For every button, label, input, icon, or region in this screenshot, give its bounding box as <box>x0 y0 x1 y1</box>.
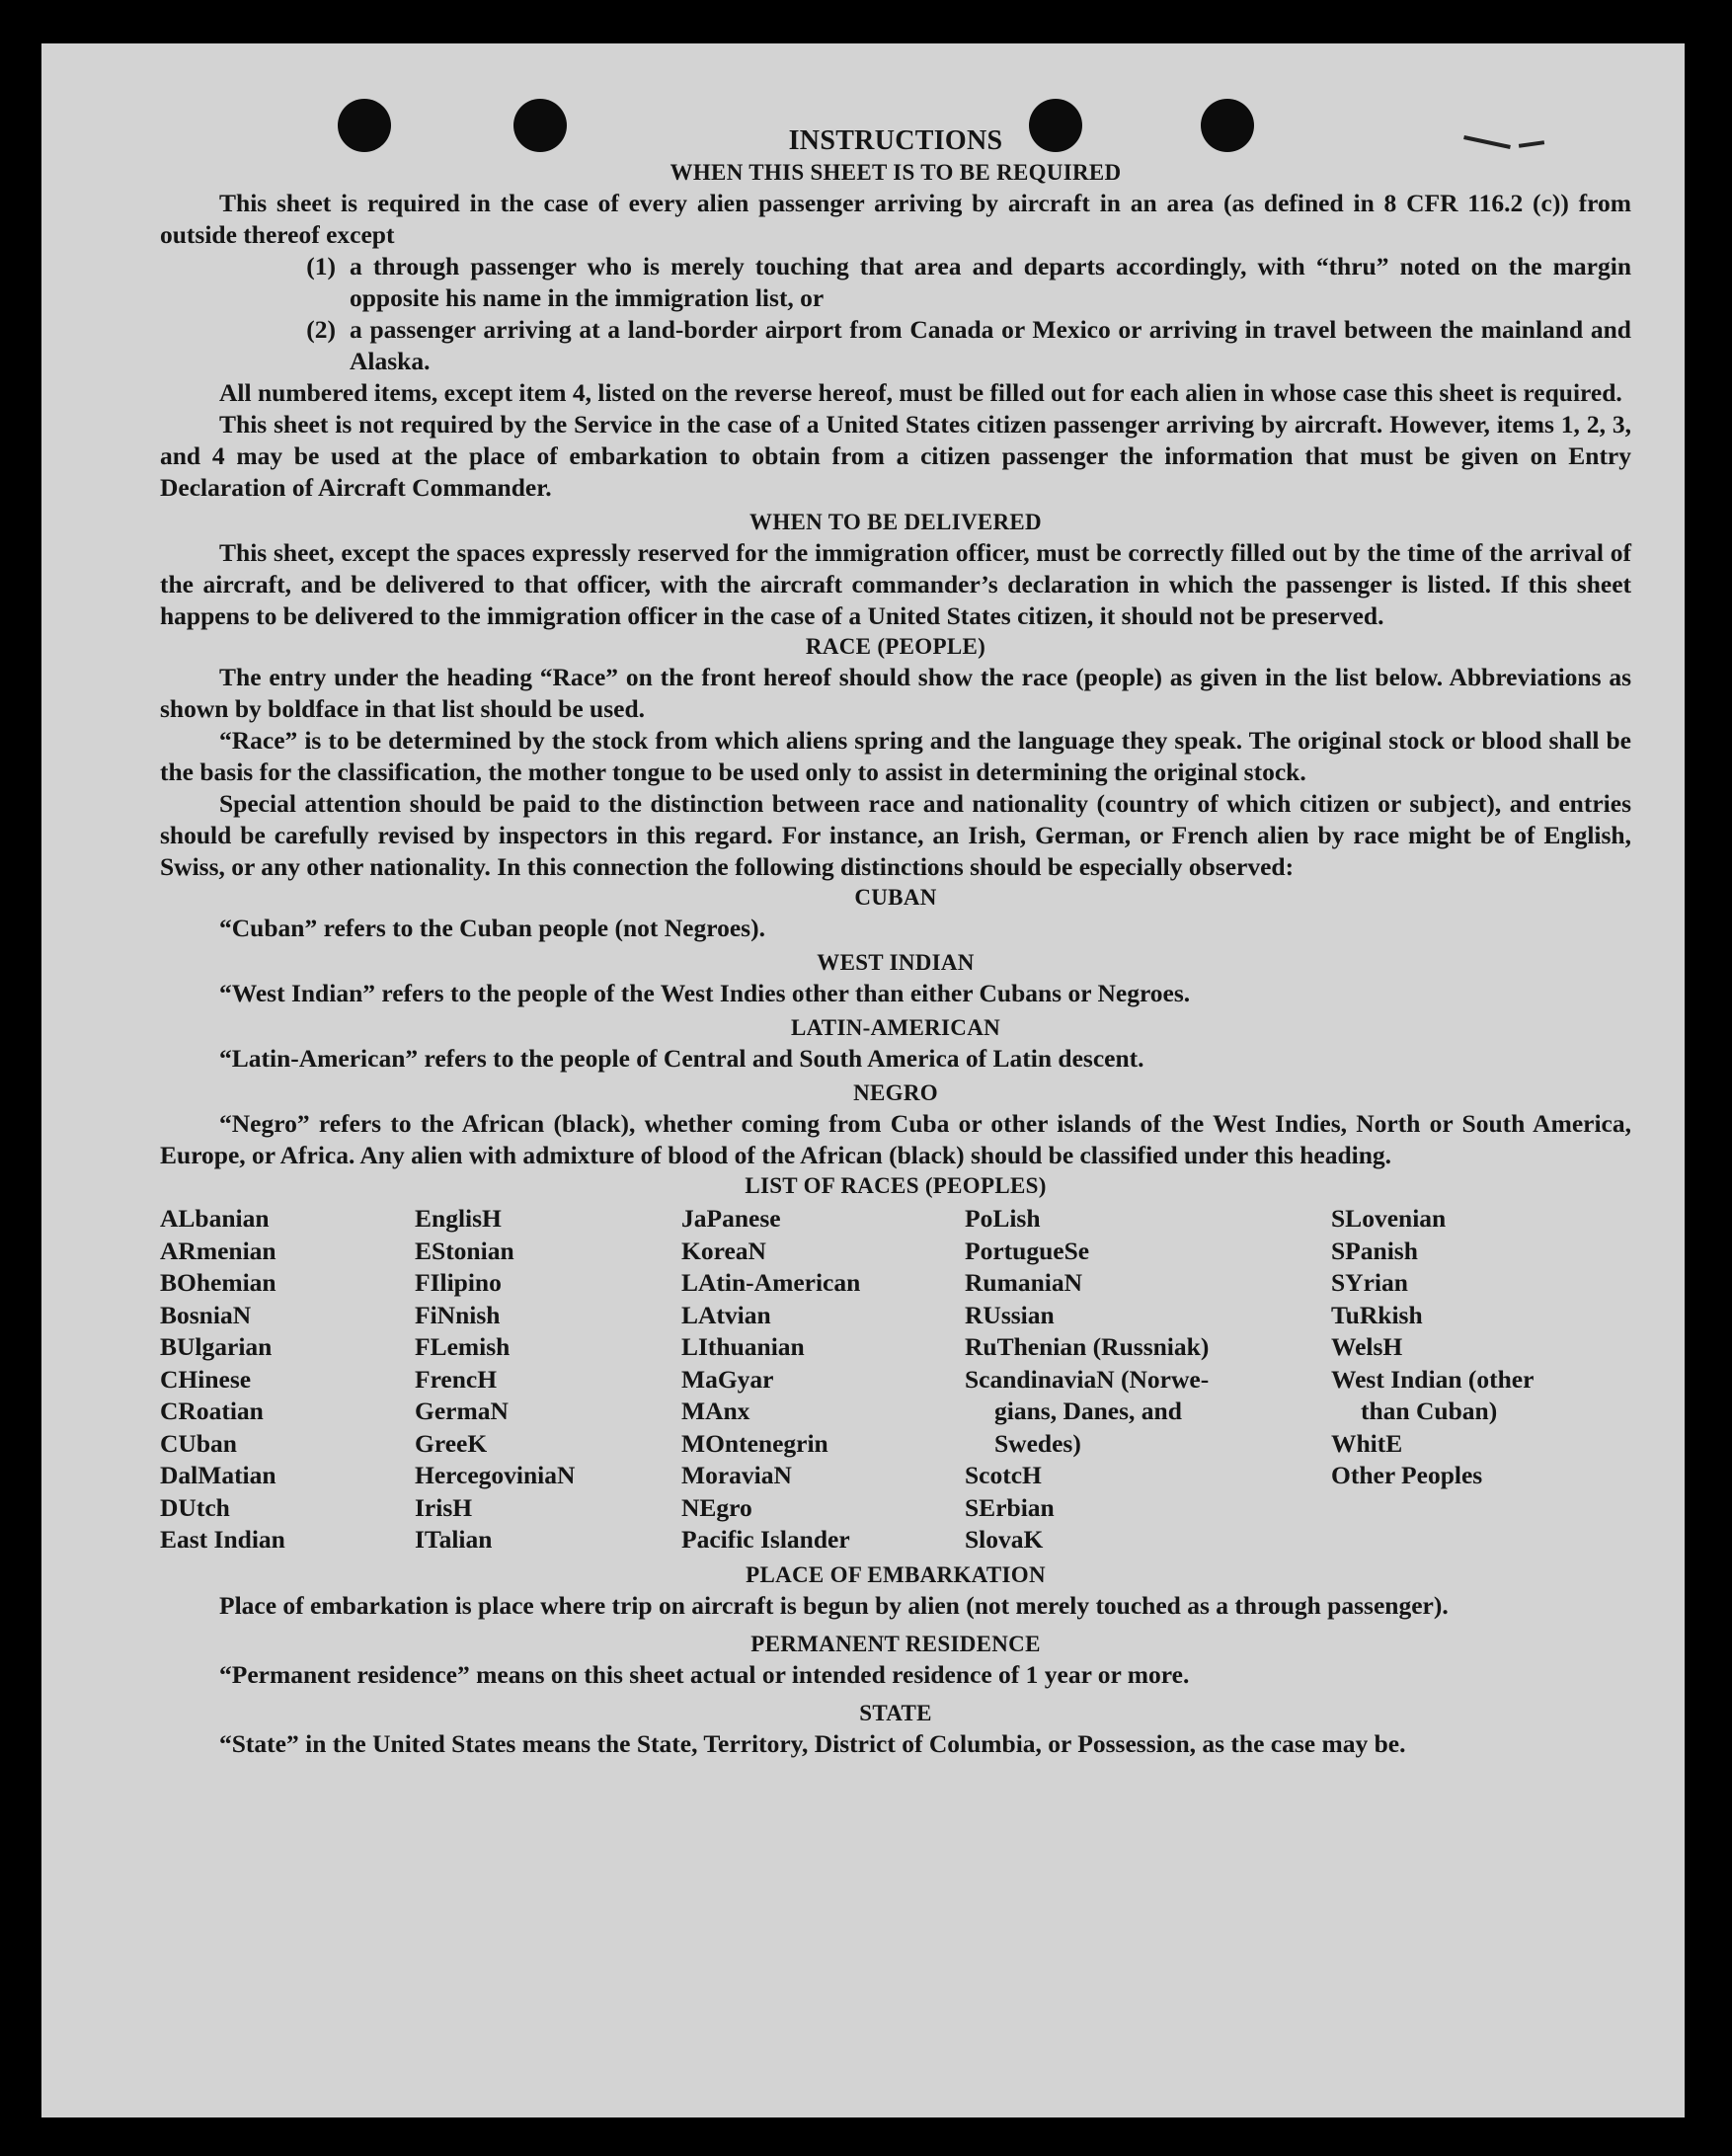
paragraph-negro: “Negro” refers to the African (black), whether coming from Cuba or other islands of the West Indies, North or South America, Europe, or Africa. Any alien with admixture of blood of the African (black) should be classified under this heading. <box>160 1109 1631 1169</box>
paragraph-west-indian: “West Indian” refers to the people of the West Indies other than either Cubans or Negroes. <box>219 979 1191 1007</box>
race-entry: MaGyar <box>681 1364 774 1394</box>
paragraph-race-2: “Race” is to be determined by the stock from which aliens spring and the language they speak. The original stock or blood shall be the basis for the classification, the mother tongue to be used only to assist in determining the original stock. <box>160 726 1631 786</box>
paragraph-state: “State” in the United States means the State, Territory, District of Columbia, or Possession, as the case may be. <box>219 1728 1406 1758</box>
exception-item-2 <box>160 314 1631 377</box>
section-heading-embarkation: PLACE OF EMBARKATION <box>746 1561 1046 1587</box>
section-heading-races-list: LIST OF RACES (PEOPLES) <box>745 1173 1047 1198</box>
race-entry: ITalian <box>415 1525 493 1554</box>
races-list <box>160 1203 1631 1557</box>
race-entry: gians, Danes, and <box>994 1397 1182 1425</box>
race-entry: FIlipino <box>415 1268 502 1297</box>
race-entry: BUlgarian <box>160 1332 273 1361</box>
race-entry: TuRkish <box>1331 1300 1423 1329</box>
exception-item-1 <box>160 251 1631 314</box>
section-heading-latin-american: LATIN-AMERICAN <box>790 1015 1001 1040</box>
race-entry: MOntenegrin <box>681 1428 828 1458</box>
race-entry: SYrian <box>1331 1268 1408 1297</box>
race-entry: DalMatian <box>160 1461 276 1489</box>
paragraph-cuban: “Cuban” refers to the Cuban people (not Negroes). <box>219 914 765 942</box>
race-entry: FLemish <box>415 1332 511 1361</box>
race-entry: ScotcH <box>965 1461 1042 1489</box>
races-column-1 <box>160 1203 415 1557</box>
paragraph-race-3: Special attention should be paid to the distinction between race and nationality (country of which citizen or subject), and entries should be carefully revised by inspectors in this regard. For instance, an Irish, German, or French alien by race might be of English, Swiss, or any other nationality. In this connection the following distinctions should be especially observed: <box>160 789 1631 881</box>
race-entry: NEgro <box>681 1492 752 1522</box>
race-entry: LIthuanian <box>681 1332 805 1361</box>
race-entry: JaPanese <box>681 1204 781 1233</box>
race-entry: RumaniaN <box>965 1268 1083 1297</box>
race-entry: IrisH <box>415 1492 473 1522</box>
race-entry: SErbian <box>965 1492 1055 1522</box>
section-heading-required: WHEN THIS SHEET IS TO BE REQUIRED <box>669 160 1122 185</box>
paragraph-required-intro: This sheet is required in the case of every alien passenger arriving by aircraft in an area (as defined in 8 CFR 116.2 (c)) from outside thereof except <box>160 189 1631 249</box>
race-entry: ALbanian <box>160 1204 270 1233</box>
race-entry: LAtin-American <box>681 1268 861 1297</box>
section-heading-race: RACE (PEOPLE) <box>805 634 986 659</box>
races-column-2 <box>415 1203 681 1557</box>
paragraph-numbered-items: All numbered items, except item 4, listed on the reverse hereof, must be filled out for each alien in whose case this sheet is required. <box>219 378 1622 407</box>
item-number: (1) <box>306 252 336 280</box>
race-entry: EnglisH <box>415 1204 502 1233</box>
races-column-4 <box>965 1203 1331 1557</box>
race-entry: SPanish <box>1331 1236 1418 1265</box>
section-heading-residence: PERMANENT RESIDENCE <box>750 1631 1041 1656</box>
race-entry: SLovenian <box>1331 1204 1447 1233</box>
races-column-3 <box>681 1203 965 1557</box>
race-entry: than Cuban) <box>1361 1397 1498 1425</box>
race-entry: East Indian <box>160 1525 285 1554</box>
race-entry: BosniaN <box>160 1300 252 1329</box>
race-entry: GreeK <box>415 1428 488 1458</box>
races-column-5 <box>1331 1203 1631 1557</box>
race-entry: Pacific Islander <box>681 1525 850 1554</box>
race-entry: BOhemian <box>160 1268 276 1297</box>
race-entry: Swedes) <box>994 1428 1081 1458</box>
race-entry: MAnx <box>681 1397 750 1425</box>
race-entry: EStonian <box>415 1236 514 1265</box>
race-entry: Other Peoples <box>1331 1461 1483 1489</box>
race-entry: ARmenian <box>160 1236 276 1265</box>
race-entry: GermaN <box>415 1397 509 1425</box>
race-entry: MoraviaN <box>681 1461 792 1489</box>
race-entry: ScandinaviaN (Norwe- <box>965 1364 1210 1394</box>
paragraph-residence: “Permanent residence” means on this sheet actual or intended residence of 1 year or more. <box>219 1659 1190 1689</box>
race-entry: FiNnish <box>415 1300 501 1329</box>
paragraph-latin-american: “Latin-American” refers to the people of Central and South America of Latin descent. <box>219 1044 1144 1073</box>
race-entry: WelsH <box>1331 1332 1403 1361</box>
document-sheet <box>41 43 1685 2117</box>
race-entry: CHinese <box>160 1364 252 1394</box>
paragraph-race-1: The entry under the heading “Race” on the front hereof should show the race (people) as given in the list below. Abbreviations as shown by boldface in that list should be used. <box>160 663 1631 723</box>
race-entry: HercegoviniaN <box>415 1461 576 1489</box>
race-entry: KoreaN <box>681 1236 766 1265</box>
instructions-body <box>160 124 1631 1760</box>
race-entry: PoLish <box>965 1204 1041 1233</box>
section-heading-negro: NEGRO <box>853 1080 938 1105</box>
race-entry: FrencH <box>415 1364 498 1394</box>
item-text: a through passenger who is merely touching that area and departs accordingly, with “thru” noted on the margin opposite his name in the immigration list, or <box>350 252 1631 312</box>
section-heading-state: STATE <box>859 1700 932 1725</box>
race-entry: West Indian (other <box>1331 1364 1535 1394</box>
paragraph-embarkation: Place of embarkation is place where trip on aircraft is begun by alien (not merely touched as a through passenger). <box>219 1590 1449 1620</box>
page-title: INSTRUCTIONS <box>788 125 1003 156</box>
section-heading-west-indian: WEST INDIAN <box>817 950 975 975</box>
section-heading-cuban: CUBAN <box>854 885 937 910</box>
race-entry: LAtvian <box>681 1300 771 1329</box>
race-entry: DUtch <box>160 1492 230 1522</box>
section-heading-delivered: WHEN TO BE DELIVERED <box>749 510 1042 534</box>
race-entry: CUban <box>160 1428 237 1458</box>
item-text: a passenger arriving at a land-border airport from Canada or Mexico or arriving in travel between the mainland and Alaska. <box>350 315 1631 375</box>
paragraph-delivered: This sheet, except the spaces expressly reserved for the immigration officer, must be correctly filled out by the time of the arrival of the aircraft, and be delivered to that officer, with the aircraft commander’s declaration in which the passenger is listed. If this sheet happens to be delivered to the immigration officer in the case of a United States citizen, it should not be preserved. <box>160 538 1631 630</box>
item-number: (2) <box>306 315 336 344</box>
race-entry: RuThenian (Russniak) <box>965 1332 1210 1361</box>
race-entry: RUssian <box>965 1300 1055 1329</box>
race-entry: SlovaK <box>965 1525 1044 1554</box>
paragraph-citizen: This sheet is not required by the Service in the case of a United States citizen passenger arriving by aircraft. However, items 1, 2, 3, and 4 may be used at the place of embarkation to obtain from a citizen passenger the information that must be given on Entry Declaration of Aircraft Commander. <box>160 410 1631 502</box>
race-entry: WhitE <box>1331 1428 1403 1458</box>
race-entry: PortugueSe <box>965 1236 1090 1265</box>
race-entry: CRoatian <box>160 1397 264 1425</box>
